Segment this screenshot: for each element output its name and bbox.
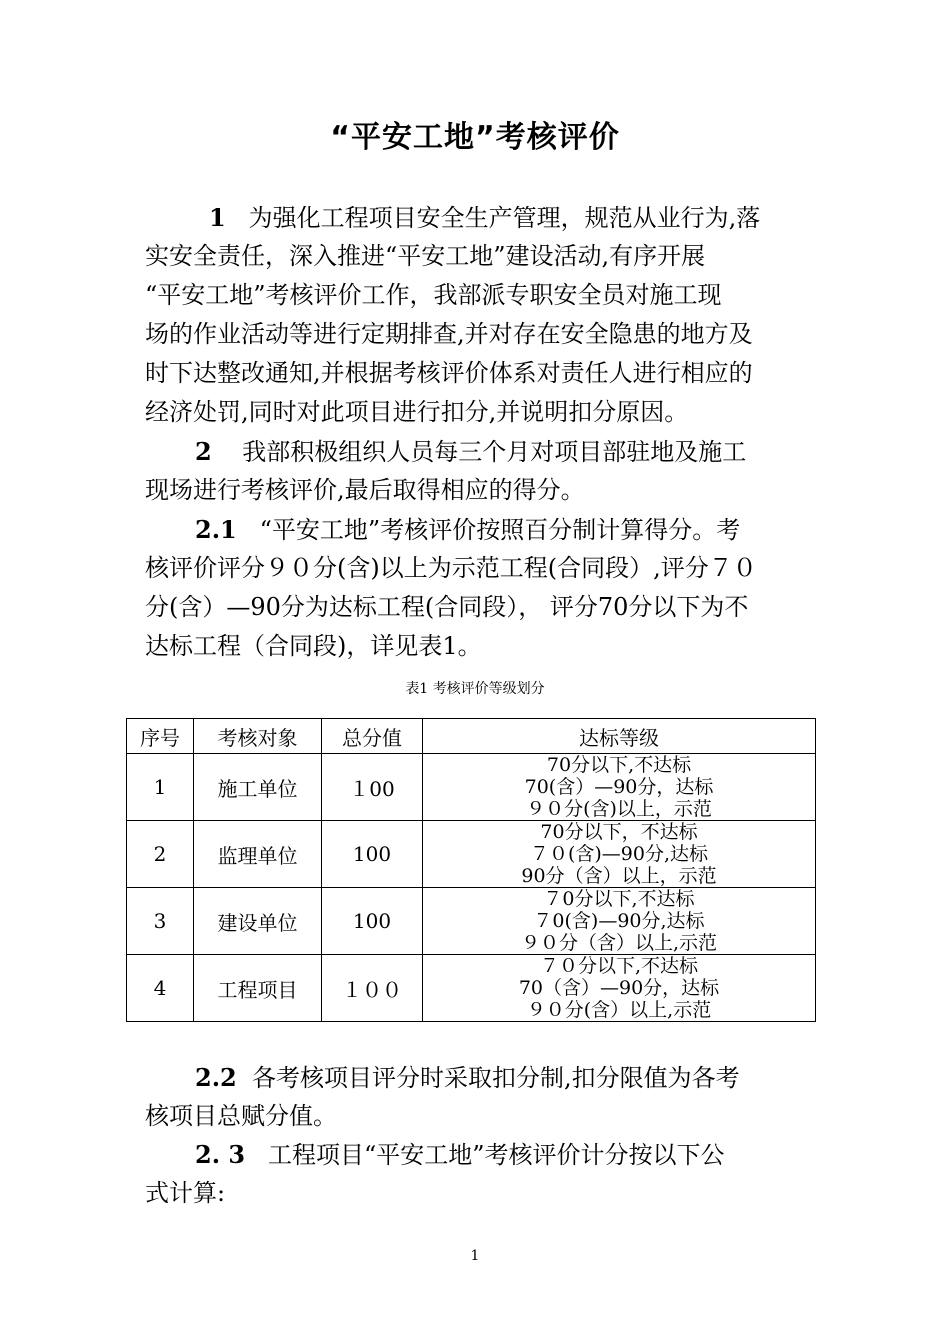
line-text: 各考核项目评分时采取扣分制,扣分限值为各考 xyxy=(252,1064,740,1092)
paragraph-2-1 xyxy=(145,510,805,666)
clause-number: 2.2 xyxy=(195,1063,237,1092)
grade-line: ９０分(含）以上,示范 xyxy=(526,999,712,1021)
cell-grades xyxy=(423,888,816,955)
cell-no: 2 xyxy=(127,821,194,888)
table-row xyxy=(127,888,816,955)
grade-line: ７０(含)—90分,达标 xyxy=(529,843,709,865)
cell-target: 建设单位 xyxy=(194,888,322,955)
paragraph-line xyxy=(145,198,805,237)
cell-target: 工程项目 xyxy=(194,955,322,1022)
column-header-no: 序号 xyxy=(127,719,194,754)
table-row xyxy=(127,955,816,1022)
paragraph-line xyxy=(145,432,805,471)
line-text: 工程项目“平安工地”考核评价计分按以下公 xyxy=(268,1141,725,1169)
grade-line: ９０分(含)以上，示范 xyxy=(526,798,712,820)
grade-line: ７0(含)—90分,达标 xyxy=(533,910,705,932)
document-title: “平安工地”考核评价 xyxy=(330,120,620,155)
paragraph-line xyxy=(145,1058,805,1097)
paragraph-line: 达标工程（合同段)，详见表1。 xyxy=(145,632,482,660)
clause-number: 2 xyxy=(195,437,212,466)
paragraph-line xyxy=(145,510,805,549)
cell-score: 100 xyxy=(322,888,423,955)
cell-no: 3 xyxy=(127,888,194,955)
column-header-score: 总分值 xyxy=(322,719,423,754)
paragraph-line: 式计算: xyxy=(145,1179,226,1207)
grade-line: 70（含）—90分，达标 xyxy=(518,977,720,999)
grade-line: ７0分以下,不达标 xyxy=(543,888,695,910)
grade-line: 70分以下，不达标 xyxy=(540,821,698,843)
cell-grades xyxy=(423,821,816,888)
line-text: “平安工地”考核评价按照百分制计算得分。考 xyxy=(259,516,741,544)
paragraph-line: 分(含）—90分为达标工程(合同段）， 评分70分以下为不 xyxy=(145,593,749,621)
paragraph-line: 场的作业活动等进行定期排查,并对存在安全隐患的地方及 xyxy=(145,320,753,348)
paragraph-line: 经济处罚,同时对此项目进行扣分,并说明扣分原因。 xyxy=(145,398,689,426)
cell-no: 4 xyxy=(127,955,194,1022)
cell-score: 100 xyxy=(322,821,423,888)
table-caption: 表1 考核评价等级划分 xyxy=(405,681,545,697)
cell-no: 1 xyxy=(127,754,194,821)
grade-line: ７０分以下,不达标 xyxy=(539,955,699,977)
paragraph-line: 现场进行考核评价,最后取得相应的得分。 xyxy=(145,476,585,504)
paragraph-line: 核评价评分９０分(含)以上为示范工程(合同段）,评分７０ xyxy=(145,554,757,582)
table-header-row xyxy=(127,719,816,754)
clause-number: 2. 3 xyxy=(195,1140,246,1169)
grade-line: 90分（含）以上，示范 xyxy=(521,865,717,887)
column-header-target: 考核对象 xyxy=(194,719,322,754)
cell-target: 施工单位 xyxy=(194,754,322,821)
column-header-grade: 达标等级 xyxy=(423,719,816,754)
paragraph-line: 核项目总赋分值。 xyxy=(145,1102,337,1130)
cell-grades xyxy=(423,955,816,1022)
table-row xyxy=(127,821,816,888)
page-number: 1 xyxy=(470,1248,480,1264)
paragraph-2 xyxy=(145,432,805,510)
grade-line: ９０分（含）以上,示范 xyxy=(520,932,718,954)
cell-score: １００ xyxy=(322,955,423,1022)
paragraph-line: 时下达整改通知,并根据考核评价体系对责任人进行相应的 xyxy=(145,359,753,387)
paragraph-2-3 xyxy=(145,1135,805,1213)
grade-line: 70(含）—90分，达标 xyxy=(524,776,714,798)
paragraph-2-2 xyxy=(145,1058,805,1136)
cell-target: 监理单位 xyxy=(194,821,322,888)
grade-table xyxy=(126,718,816,1022)
paragraph-1 xyxy=(145,198,805,432)
paragraph-line: 实安全责任，深入推进“平安工地”建设活动,有序开展 xyxy=(145,242,706,270)
grade-line: 70分以下,不达标 xyxy=(546,754,692,776)
clause-number: 1 xyxy=(209,203,226,232)
line-text: 为强化工程项目安全生产管理，规范从业行为,落 xyxy=(248,204,761,232)
line-text: 我部积极组织人员每三个月对项目部驻地及施工 xyxy=(242,438,747,466)
clause-number: 2.1 xyxy=(195,515,237,544)
cell-score: １00 xyxy=(322,754,423,821)
table-row xyxy=(127,754,816,821)
paragraph-line: “平安工地”考核评价工作，我部派专职安全员对施工现 xyxy=(145,281,722,309)
paragraph-line xyxy=(145,1135,805,1174)
cell-grades xyxy=(423,754,816,821)
